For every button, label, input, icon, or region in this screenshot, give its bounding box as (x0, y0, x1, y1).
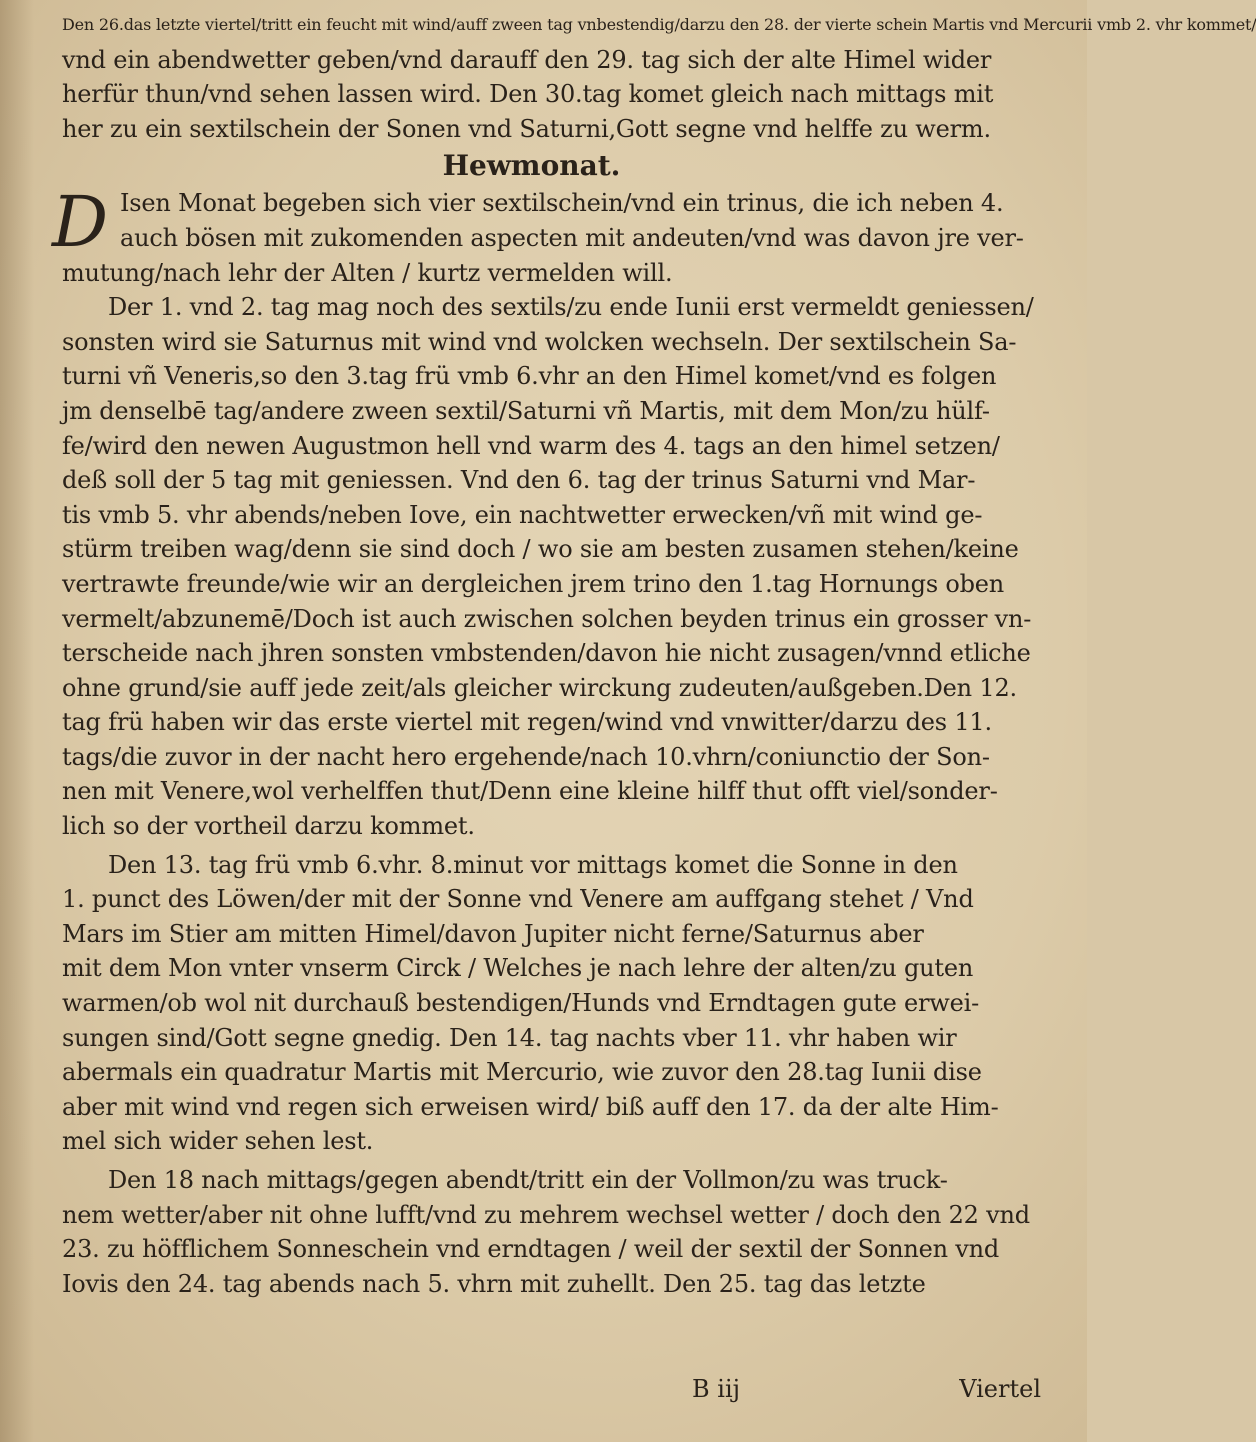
paragraph-3 (62, 848, 1041, 1159)
text-line: her zu ein sextilschein der Sonen vnd Saturni,Gott segne vnd helffe zu werm. (62, 114, 991, 143)
text-line: Den 26.das letzte viertel/tritt ein feucht mit wind/auff zween tag vnbestendig/darzu den 28. der vierte schein Martis vnd Mercurii vmb 2. vhr kommet/ (62, 15, 1256, 34)
paragraph-1 (52, 181, 1041, 290)
signature-mark: B iij (692, 1375, 741, 1403)
opening-text-block (62, 8, 1256, 146)
text-line: mutung/nach lehr der Alten / kurtz vermelden will. (62, 258, 673, 287)
text-line: mel sich wider sehen lest. (62, 1127, 374, 1156)
text-line: tis vmb 5. vhr abends/neben Iove, ein nachtwetter erwecken/vñ mit wind ge- (62, 500, 983, 529)
text-line: fe/wird den newen Augustmon hell vnd warm des 4. tags an den himel setzen/ (62, 431, 1000, 460)
text-line: stürm treiben wag/denn sie sind doch / wo sie am besten zusamen stehen/keine (62, 535, 1019, 564)
text-line: Den 18 nach mittags/gegen abendt/tritt ein der Vollmon/zu was truck- (108, 1166, 948, 1194)
text-line: abermals ein quadratur Martis mit Mercurio, wie zuvor den 28.tag Iunii dise (62, 1058, 982, 1087)
text-line: Iovis den 24. tag abends nach 5. vhrn mit zuhellt. Den 25. tag das letzte (62, 1269, 926, 1298)
text-line: vertrawte freunde/wie wir an dergleichen jrem trino den 1.tag Hornungs oben (62, 569, 1005, 598)
text-line: warmen/ob wol nit durchauß bestendigen/Hunds vnd Erndtagen gute erwei- (62, 989, 980, 1018)
text-line: sungen sind/Gott segne gnedig. Den 14. tag nachts vber 11. vhr haben wir (62, 1023, 957, 1052)
text-line: aber mit wind vnd regen sich erweisen wird/ biß auff den 17. da der alte Him- (62, 1092, 999, 1121)
paragraph-4 (62, 1163, 1041, 1301)
text-line: jm denselbē tag/andere zween sextil/Saturni vñ Martis, mit dem Mon/zu hülf- (62, 396, 990, 425)
text-line: tags/die zuvor in der nacht hero ergehende/nach 10.vhrn/coniunctio der Son- (62, 742, 990, 771)
text-line: mit dem Mon vnter vnserm Circk / Welches je nach lehre der alten/zu guten (62, 954, 974, 983)
drop-cap: D (52, 181, 109, 264)
paragraph-2 (62, 290, 1041, 844)
text-line: turni vñ Veneris,so den 3.tag frü vmb 6.vhr an den Himel komet/vnd es folgen (62, 362, 997, 391)
text-line: 23. zu höfflichem Sonneschein vnd erndtagen / weil der sextil der Sonnen vnd (62, 1235, 1000, 1264)
text-line: sonsten wird sie Saturnus mit wind vnd wolcken wechseln. Der sextilschein Sa- (62, 327, 1017, 356)
text-line: lich so der vortheil darzu kommet. (62, 812, 475, 841)
text-line: Isen Monat begeben sich vier sextilschein/vnd ein trinus, die ich neben 4. (120, 189, 1004, 218)
page-footer (62, 1372, 1041, 1406)
text-line: Der 1. vnd 2. tag mag noch des sextils/zu ende Iunii erst vermeldt geniessen/ (108, 293, 1034, 322)
text-line: herfür thun/vnd sehen lassen wird. Den 30.tag komet gleich nach mittags mit (62, 80, 994, 109)
text-line: vnd ein abendwetter geben/vnd darauff den 29. tag sich der alte Himel wider (62, 45, 992, 74)
text-line: 1. punct des Löwen/der mit der Sonne vnd Venere am auffgang stehet / Vnd (62, 885, 974, 914)
text-line: ohne grund/sie auff jede zeit/als gleicher wirckung zudeuten/außgeben.Den 12. (62, 673, 1017, 702)
catchword: Viertel (959, 1375, 1041, 1403)
text-line: nen mit Venere,wol verhelffen thut/Denn eine kleine hilff thut offt viel/sonder- (62, 777, 998, 806)
text-line: auch bösen mit zukomenden aspecten mit andeuten/vnd was davon jre ver- (120, 223, 1024, 252)
month-heading: Hewmonat. (442, 149, 621, 183)
text-line: vermelt/abzunemē/Doch ist auch zwischen solchen beyden trinus ein grosser vn- (62, 604, 1032, 633)
text-line: deß soll der 5 tag mit geniessen. Vnd den 6. tag der trinus Saturni vnd Mar- (62, 466, 976, 495)
text-line: Mars im Stier am mitten Himel/davon Jupiter nicht ferne/Saturnus aber (62, 919, 924, 948)
text-line: tag frü haben wir das erste viertel mit regen/wind vnd vnwitter/darzu des 11. (62, 708, 992, 737)
text-line: terscheide nach jhren sonsten vmbstenden/davon hie nicht zusagen/vnnd etliche (62, 639, 1031, 668)
text-line: nem wetter/aber nit ohne lufft/vnd zu mehrem wechsel wetter / doch den 22 vnd (62, 1200, 1030, 1229)
text-line: Den 13. tag frü vmb 6.vhr. 8.minut vor mittags komet die Sonne in den (108, 850, 958, 879)
